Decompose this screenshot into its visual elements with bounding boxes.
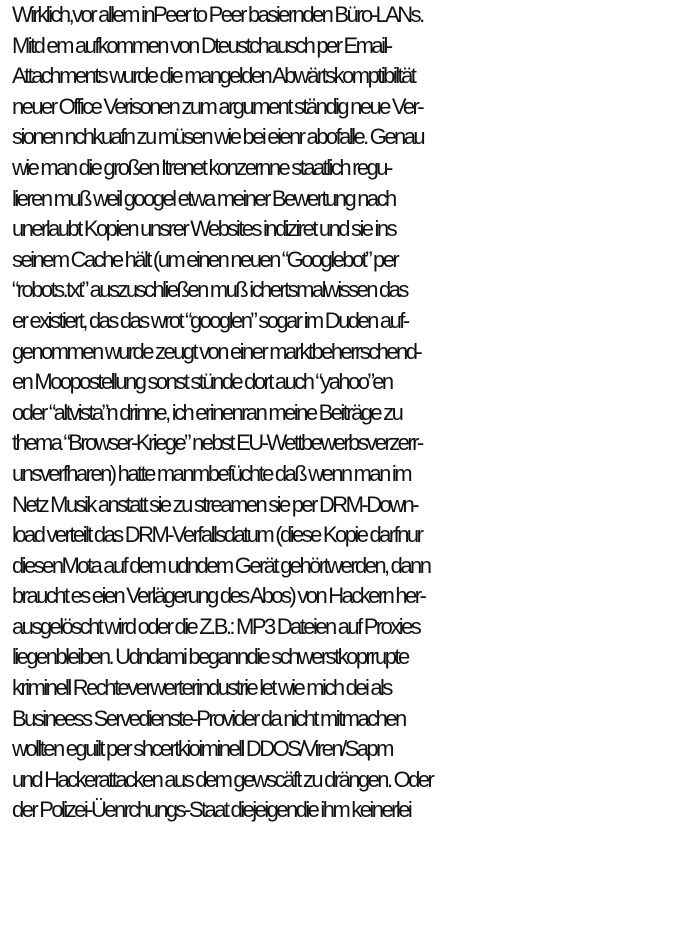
- text-line-18: load verteilt das DRM-Verfallsdatum (diese Kopie darfnur: [12, 522, 422, 548]
- text-line-16: unsverfharen) hatte manmbefüchte daß wenn man im: [12, 460, 410, 486]
- text-line-14: oder “altvista”n drinne, ich erinenran meine Beiträge zu: [12, 399, 402, 425]
- text-line-15: thema “Browser-Kriege” nebst EU-Wettbewerbsverzerr-: [12, 430, 422, 456]
- text-line-22: liegenbleiben. Udndami beganndie schwerstkoprrupte: [12, 644, 408, 670]
- text-line-21: ausgelöscht wird oder die Z.B.: MP3 Dateien auf Proxies: [12, 613, 420, 639]
- text-line-11: er existiert, das das wrot “googlen” sogar im Duden auf-: [12, 307, 408, 333]
- text-line-12: genommen wurde zeugt von einer marktbeherrschend-: [12, 338, 421, 364]
- text-line-4: neuer Office Verisonen zum argument ständig neue Ver-: [12, 93, 423, 119]
- text-line-8: unerlaubt Kopien unsrer Websites indiziret und sie ins: [12, 216, 396, 242]
- text-line-6: wie man die großen Itrenet konzernne staatlich regu-: [12, 154, 391, 180]
- text-line-25: wollten eguilt per shcertkioiminell DDOS/Viren/Sapm: [12, 736, 392, 762]
- text-line-20: braucht es eien Verlägerung des Abos) von Hackern her-: [12, 583, 425, 609]
- text-line-9: seinem Cache hält (um einen neuen “Googlebot” per: [12, 246, 398, 272]
- text-line-13: en Moopostellung sonst stünde dort auch “yahoo”en: [12, 369, 392, 395]
- body-text: [12, 0, 684, 826]
- text-line-24: Busineess Servedienste-Provider da nicht mitmachen: [12, 705, 405, 731]
- text-line-23: kriminell Rechteverwerterindustrie let wie mich dei als: [12, 675, 391, 701]
- text-line-3: Attachments wurde die mangelden Abwärtskomptibiltät: [12, 63, 415, 89]
- text-line-10: “robots.txt” auszuschließen muß ichertsmalwissen das: [12, 277, 407, 303]
- text-line-5: sionen nchkuafn zu müsen wie bei eienr abofalle. Genau: [12, 124, 424, 150]
- text-line-17: Netz Musik anstatt sie zu streamen sie per DRM-Down-: [12, 491, 418, 517]
- text-line-27: der Polizei-Üenrchungs-Staat diejeigendie ihm keinerlei: [12, 797, 411, 823]
- text-line-1: Wirklich,vor allem inPeer to Peer basiernden Büro-LANs.: [12, 2, 423, 27]
- text-line-19: diesenMota auf dem udndem Gerät gehörtwerden, dann: [12, 552, 430, 578]
- text-line-7: lieren muß weil googel etwa meiner Bewertung nach: [12, 185, 395, 211]
- text-line-2: Mitd em aufkommen von Dteustchausch per Email-: [12, 32, 391, 58]
- text-line-26: und Hackerattacken aus dem gewscäft zu drängen. Oder: [12, 766, 433, 792]
